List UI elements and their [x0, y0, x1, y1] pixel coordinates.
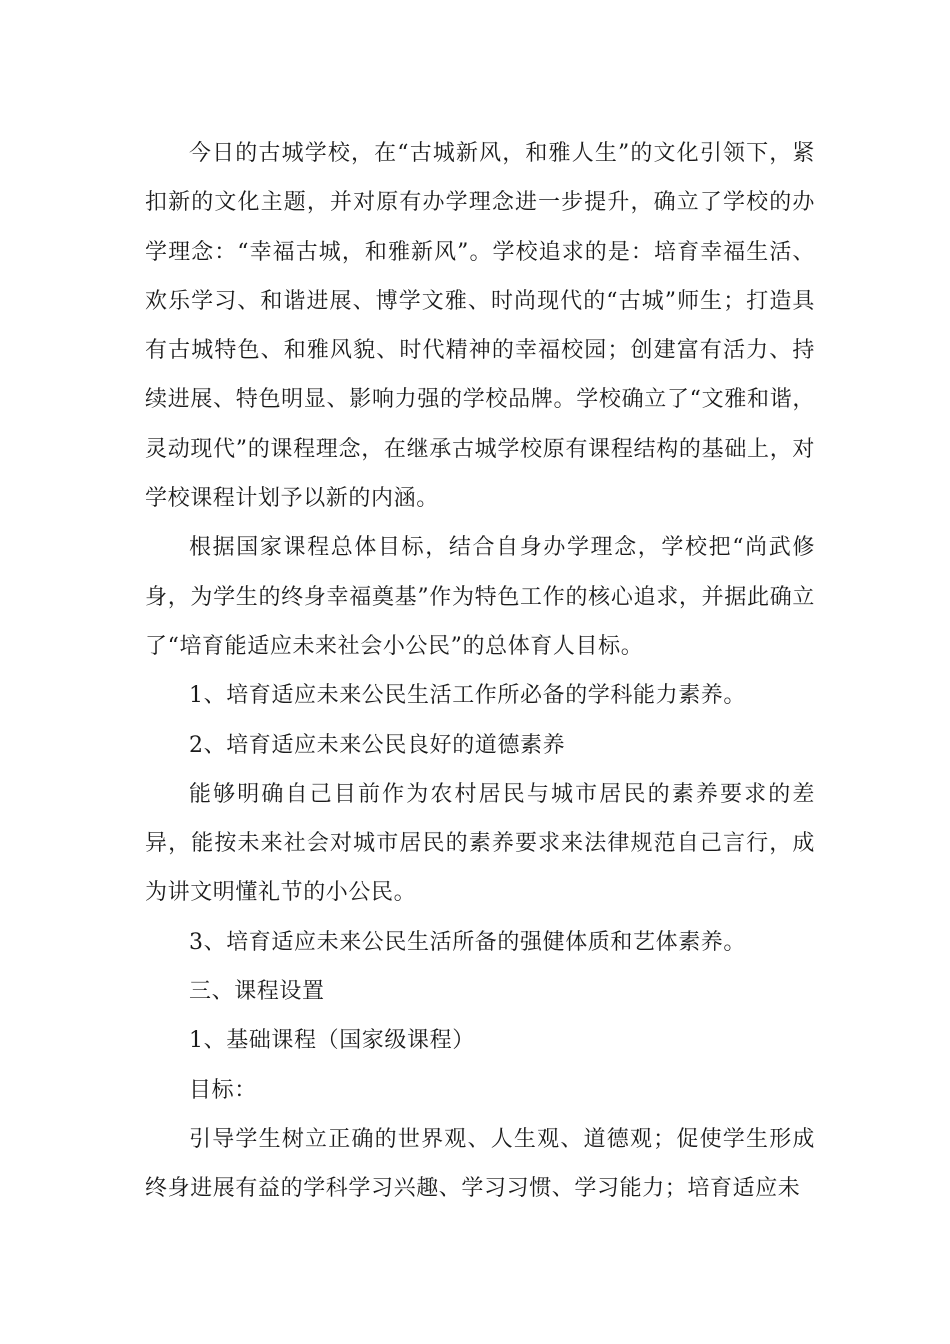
paragraph-goal-1: 1、培育适应未来公民生活工作所必备的学科能力素养。: [189, 683, 746, 709]
subsection-heading-basic-course: 1、基础课程（国家级课程）: [189, 1028, 475, 1054]
label-objective: 目标：: [189, 1077, 257, 1103]
paragraph-goal-3: 3、培育适应未来公民生活所备的强健体质和艺体素养。: [189, 929, 746, 955]
paragraph-objective-detail: 引导学生树立正确的世界观、人生观、道德观；促使学生形成终身进展有益的学科学习兴趣、学习习惯、学习能力；培育适应未: [145, 1126, 815, 1202]
section-heading-curriculum: 三、课程设置: [189, 979, 325, 1005]
document-body: [145, 129, 815, 1214]
paragraph-culture-intro: 今日的古城学校，在“古城新风，和雅人生”的文化引领下，紧扣新的文化主题，并对原有办学理念进一步提升，确立了学校的办学理念：“幸福古城，和雅新风”。学校追求的是：培育幸福生活、欢乐学习、和谐进展、博学文雅、时尚现代的“古城”师生；打造具有古城特色、和雅风貌、时代精神的幸福校园；创建富有活力、持续进展、特色明显、影响力强的学校品牌。学校确立了“文雅和谐，灵动现代”的课程理念，在继承古城学校原有课程结构的基础上，对学校课程计划予以新的内涵。: [145, 141, 815, 512]
paragraph-education-goal: 根据国家课程总体目标，结合自身办学理念，学校把“尚武修身，为学生的终身幸福奠基”作为特色工作的核心追求，并据此确立了“培育能适应未来社会小公民”的总体育人目标。: [145, 535, 815, 659]
paragraph-goal-2: 2、培育适应未来公民良好的道德素养: [189, 732, 566, 758]
paragraph-goal-2-detail: 能够明确自己目前作为农村居民与城市居民的素养要求的差异，能按未来社会对城市居民的素养要求来法律规范自己言行，成为讲文明懂礼节的小公民。: [145, 781, 815, 906]
